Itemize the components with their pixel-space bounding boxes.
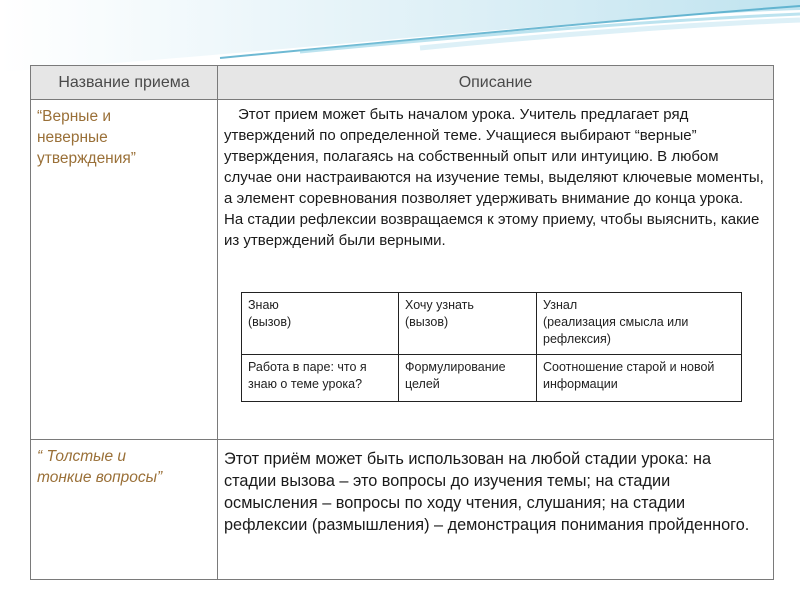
table-row — [31, 440, 774, 580]
technique-description: Этот приём может быть использован на любой стадии урока: на стадии вызова – это вопросы до изучения темы; на стадии осмысления – вопросы по ходу чтения, слушания; на стадии рефлексии (размышления) – демонстрация понимания пройденного. — [218, 440, 774, 580]
technique-name-thick-thin: “ Толстые и тонкие вопросы” — [31, 440, 218, 580]
header-technique-name: Название приема — [31, 66, 218, 100]
kwl-cell-pair-work: Работа в паре: что я знаю о теме урока? — [242, 355, 399, 402]
kwl-cell-know: Знаю (вызов) — [242, 293, 399, 355]
kwl-row — [242, 355, 742, 402]
technique-name-true-false: “Верные и неверные утверждения” — [31, 100, 218, 440]
kwl-cell-compare: Соотношение старой и новой информации — [537, 355, 742, 402]
table-header-row — [31, 66, 774, 100]
kwl-header-row — [242, 293, 742, 355]
kwl-cell-goals: Формулирование целей — [399, 355, 537, 402]
header-description: Описание — [218, 66, 774, 100]
kwl-cell-learned: Узнал (реализация смысла или рефлексия) — [537, 293, 742, 355]
kwl-cell-want: Хочу узнать (вызов) — [399, 293, 537, 355]
kwl-table — [241, 292, 742, 402]
description-text: Этот прием может быть началом урока. Учитель предлагает ряд утверждений по определенной теме. Учащиеся выбирают “верные” утверждения, полагаясь на собственный опыт или интуицию. В любом случае они настраиваются на изучение темы, выделяют ключевые моменты, а элемент соревнования позволяет удерживать внимание до конца урока. На стадии рефлексии возвращаемся к этому приему, чтобы выяснить, какие из утверждений были верными. — [224, 106, 764, 249]
